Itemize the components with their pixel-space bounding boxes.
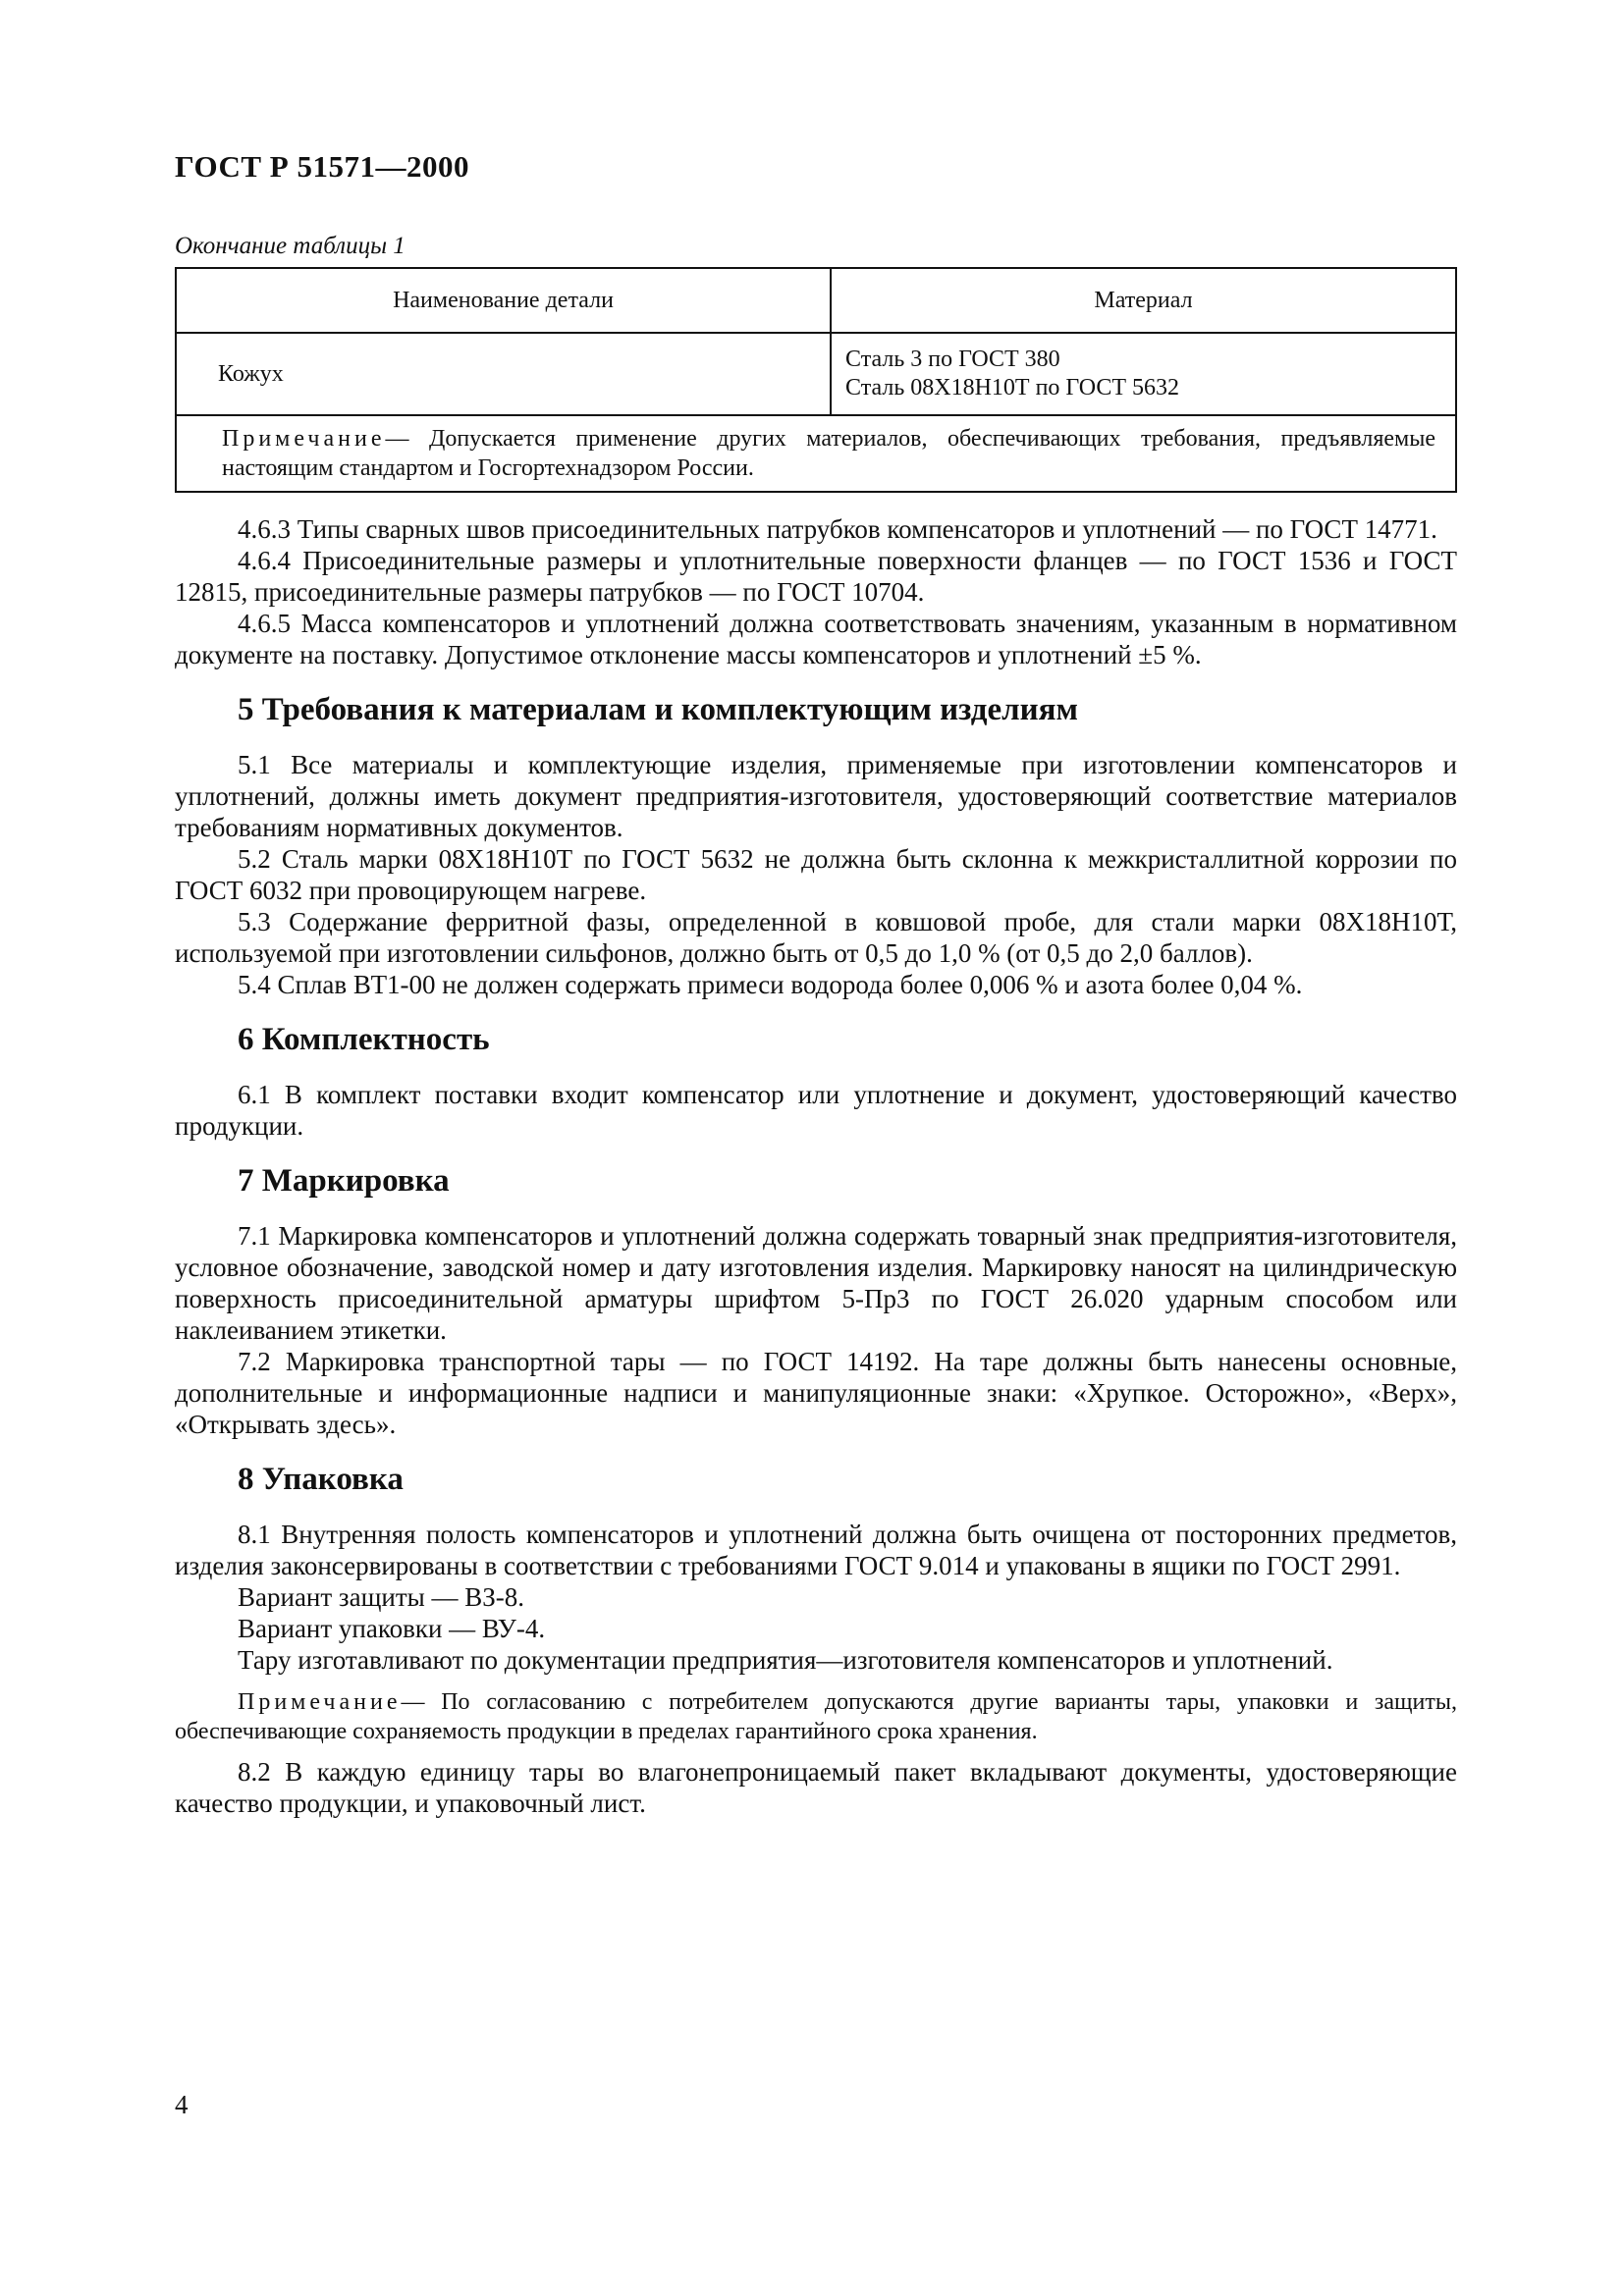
section-8-heading: 8 Упаковка — [238, 1462, 404, 1497]
part-name-cell: Кожух — [176, 333, 831, 415]
paragraph-packaging-variant: Вариант упаковки — ВУ-4. — [238, 1614, 546, 1643]
section-6-heading: 6 Комплектность — [238, 1022, 490, 1057]
document-id-header: ГОСТ Р 51571—2000 — [175, 149, 469, 184]
paragraph-8-1: 8.1 Внутренняя полость компенсаторов и уплотнений должна быть очищена от посторонних предметов, изделия законсервированы в соответствии с требованиями ГОСТ 9.014 и упакованы в ящики по ГОСТ 2991. — [175, 1520, 1457, 1580]
materials-table — [175, 267, 1457, 493]
note-text: — По согласованию с потребителем допускаются другие варианты тары, упаковки и защиты, обеспечивающие сохраняемость продукции в пределах гарантийного срока хранения. — [175, 1689, 1457, 1744]
note-label: Примечание — [222, 426, 386, 452]
section-5-heading: 5 Требования к материалам и комплектующим изделиям — [238, 692, 1078, 727]
paragraph-7-1: 7.1 Маркировка компенсаторов и уплотнений должна содержать товарный знак предприятия-изготовителя, условное обозначение, заводской номер и дату изготовления изделия. Маркировку наносят на цилиндрическую поверхность присоединительной арматуры шрифтом 5-Пр3 по ГОСТ 26.020 ударным способом или наклеиванием этикетки. — [175, 1221, 1457, 1345]
paragraph-4-6-4: 4.6.4 Присоединительные размеры и уплотнительные поверхности фланцев — по ГОСТ 1536 и ГОСТ 12815, присоединительные размеры патрубков — по ГОСТ 10704. — [175, 546, 1457, 607]
paragraph-6-1: 6.1 В комплект поставки входит компенсатор или уплотнение и документ, удостоверяющий качество продукции. — [175, 1080, 1457, 1141]
table-header-row — [176, 268, 1456, 333]
paragraph-8-2: 8.2 В каждую единицу тары во влагонепроницаемый пакет вкладывают документы, удостоверяющие качество продукции, и упаковочный лист. — [175, 1757, 1457, 1818]
table-note — [176, 415, 1456, 492]
note-label: Примечание — [238, 1689, 402, 1715]
column-header-material: Материал — [831, 268, 1456, 333]
paragraph-protection-variant: Вариант защиты — ВЗ-8. — [238, 1582, 525, 1612]
table-note-row — [176, 415, 1456, 492]
paragraph-4-6-3: 4.6.3 Типы сварных швов присоединительных патрубков компенсаторов и уплотнений — по ГОСТ 14771. — [238, 514, 1437, 544]
column-header-part: Наименование детали — [176, 268, 831, 333]
section-7-heading: 7 Маркировка — [238, 1163, 450, 1199]
note-text: — Допускается применение других материалов, обеспечивающих требования, предъявляемые настоящим стандартом и Госгортехнадзором России. — [222, 426, 1435, 481]
paragraph-5-4: 5.4 Сплав ВТ1-00 не должен содержать примеси водорода более 0,006 % и азота более 0,04 %. — [238, 970, 1303, 999]
document-body — [175, 513, 1457, 1819]
paragraph-5-3: 5.3 Содержание ферритной фазы, определенной в ковшовой пробе, для стали марки 08Х18Н10Т, используемой при изготовлении сильфонов, должно быть от 0,5 до 1,0 % (от 0,5 до 2,0 баллов). — [175, 907, 1457, 968]
paragraph-7-2: 7.2 Маркировка транспортной тары — по ГОСТ 14192. На таре должны быть нанесены основные, дополнительные и информационные надписи и манипуляционные знаки: «Хрупкое. Осторожно», «Верх», «Открывать здесь». — [175, 1347, 1457, 1439]
material-line: Сталь 3 по ГОСТ 380 — [845, 347, 1060, 372]
paragraph-5-2: 5.2 Сталь марки 08Х18Н10Т по ГОСТ 5632 не должна быть склонна к межкристаллитной коррозии по ГОСТ 6032 при провоцирующем нагреве. — [175, 844, 1457, 905]
table-caption: Окончание таблицы 1 — [175, 233, 406, 259]
material-cell — [831, 333, 1456, 415]
material-line: Сталь 08Х18Н10Т по ГОСТ 5632 — [845, 375, 1179, 400]
paragraph-4-6-5: 4.6.5 Масса компенсаторов и уплотнений должна соответствовать значениям, указанным в нормативном документе на поставку. Допустимое отклонение массы компенсаторов и уплотнений ±5 %. — [175, 609, 1457, 669]
section-8-note — [175, 1687, 1457, 1746]
paragraph-container: Тару изготавливают по документации предприятия—изготовителя компенсаторов и уплотнений. — [238, 1645, 1333, 1675]
table-row — [176, 333, 1456, 415]
paragraph-5-1: 5.1 Все материалы и комплектующие изделия, применяемые при изготовлении компенсаторов и уплотнений, должны иметь документ предприятия-изготовителя, удостоверяющий соответствие материалов требованиям нормативных документов. — [175, 750, 1457, 842]
page-number: 4 — [175, 2090, 189, 2119]
